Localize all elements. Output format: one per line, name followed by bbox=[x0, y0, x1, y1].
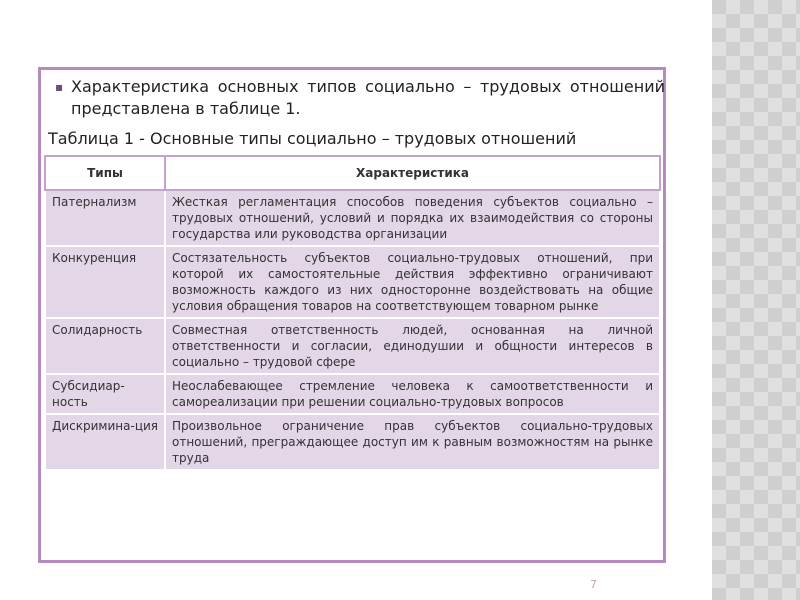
table-caption: Таблица 1 - Основные типы социально – трудовых отношений bbox=[48, 129, 577, 148]
description-cell: Состязательность субъектов социально-трудовых отношений, при которой их самостоятельные действия эффективно ограничивают возможность каждого из них односторонне воздействовать на общие условия обращения товаров на соответствующем товарном рынке bbox=[165, 246, 660, 318]
table-row bbox=[45, 414, 660, 470]
header-types: Типы bbox=[45, 156, 165, 190]
description-cell: Совместная ответственность людей, основанная на личной ответственности и согласии, единодушии и общности интересов в социально – трудовой сфере bbox=[165, 318, 660, 374]
types-table bbox=[44, 155, 661, 471]
table-row bbox=[45, 374, 660, 414]
type-cell: Солидарность bbox=[45, 318, 165, 374]
description-cell: Произвольное ограничение прав субъектов социально-трудовых отношений, преграждающее доступ им к равным возможностям на рынке труда bbox=[165, 414, 660, 470]
table-row bbox=[45, 190, 660, 246]
table-header-row bbox=[45, 156, 660, 190]
intro-bullet bbox=[55, 76, 665, 120]
intro-text: Характеристика основных типов социально – трудовых отношений представлена в таблице 1. bbox=[71, 77, 665, 118]
table-row bbox=[45, 318, 660, 374]
description-cell: Жесткая регламентация способов поведения субъектов социально – трудовых отношений, условий и порядка их взаимодействия со стороны государства или руководства организации bbox=[165, 190, 660, 246]
page-number: 7 bbox=[590, 578, 597, 591]
type-cell: Субсидиар-ность bbox=[45, 374, 165, 414]
description-cell: Неослабевающее стремление человека к самоответственности и самореализации при решении социально-трудовых вопросов bbox=[165, 374, 660, 414]
table-row bbox=[45, 246, 660, 318]
type-cell: Конкуренция bbox=[45, 246, 165, 318]
header-characteristic: Характеристика bbox=[165, 156, 660, 190]
type-cell: Дискримина-ция bbox=[45, 414, 165, 470]
bullet-icon: ▪ bbox=[55, 80, 64, 94]
decorative-side-pattern bbox=[712, 0, 800, 600]
type-cell: Патернализм bbox=[45, 190, 165, 246]
